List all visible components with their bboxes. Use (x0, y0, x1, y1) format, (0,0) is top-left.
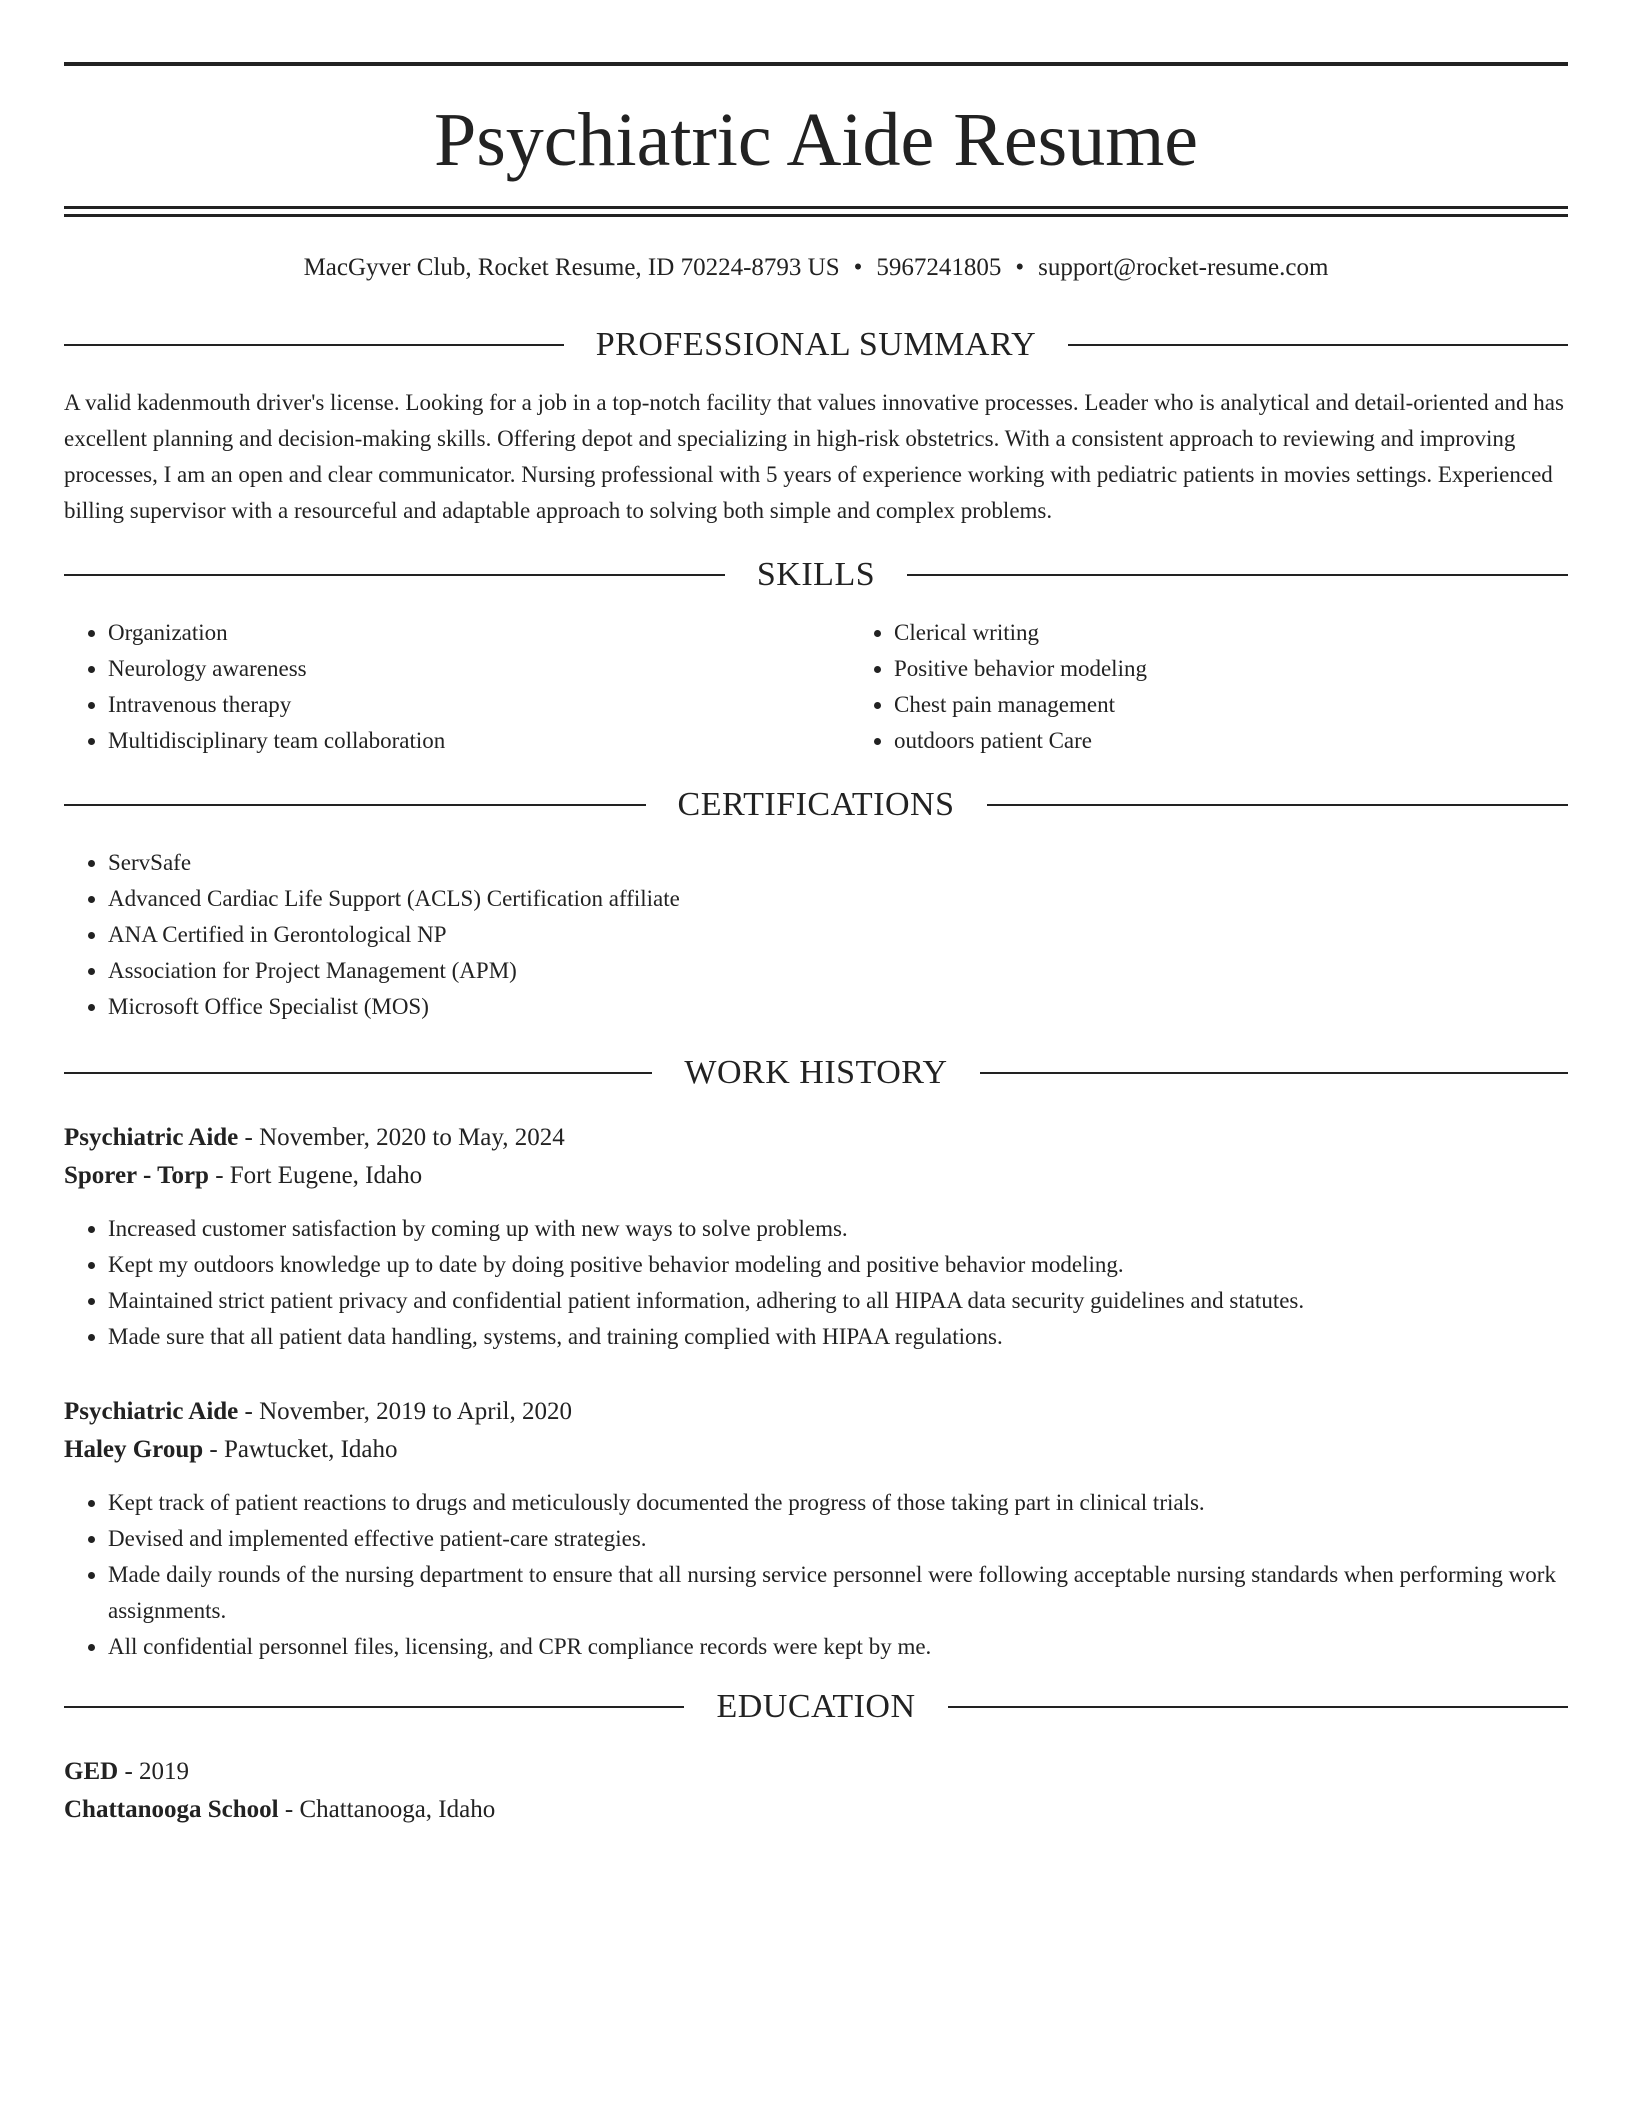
heading-rule (64, 344, 564, 346)
job-company-line (64, 1431, 1568, 1469)
skills-list (64, 615, 1568, 759)
job-dates: November, 2019 to April, 2020 (259, 1398, 572, 1425)
dash: - (203, 1436, 224, 1463)
contact-separator: • (853, 254, 863, 281)
education-school-line (64, 1791, 1568, 1829)
job-company-line (64, 1157, 1568, 1195)
education-year: 2019 (139, 1758, 190, 1785)
heading-rule (987, 804, 1569, 806)
resume-page (64, 62, 1568, 1829)
duty-item: • Devised and implemented effective patient-care strategies. (108, 1521, 1568, 1557)
section-title-work-history: WORK HISTORY (684, 1054, 948, 1091)
skill-item: • Multidisciplinary team collaboration (108, 723, 850, 759)
job-entry (64, 1119, 1568, 1355)
job-title: Psychiatric Aide (64, 1124, 239, 1151)
job-title-line (64, 1119, 1568, 1157)
heading-rule (64, 574, 725, 576)
duty-item: • Kept my outdoors knowledge up to date by doing positive behavior modeling and positive behavior modeling. (108, 1247, 1568, 1283)
heading-rule (1068, 344, 1568, 346)
contact-address: MacGyver Club, Rocket Resume, ID 70224-8793 US (303, 254, 840, 281)
skill-item: • Neurology awareness (108, 651, 850, 687)
dash: - (278, 1796, 300, 1823)
dash: - (118, 1758, 140, 1785)
education-school: Chattanooga School (64, 1796, 279, 1823)
education-entry (64, 1753, 1568, 1829)
education-degree-line (64, 1753, 1568, 1791)
top-rule (64, 62, 1568, 66)
section-heading-summary (64, 325, 1568, 365)
skill-item: • Intravenous therapy (108, 687, 850, 723)
skill-item: • Chest pain management (894, 687, 1568, 723)
job-location: Fort Eugene, Idaho (229, 1162, 423, 1189)
duty-item: • Made daily rounds of the nursing department to ensure that all nursing service personnel were following acceptable nursing standards when performing work assignments. (108, 1557, 1568, 1629)
job-entry (64, 1393, 1568, 1665)
job-title: Psychiatric Aide (64, 1398, 239, 1425)
section-title-certifications: CERTIFICATIONS (677, 786, 955, 823)
education-degree: GED (64, 1758, 119, 1785)
duty-item: • Made sure that all patient data handling, systems, and training complied with HIPAA regulations. (108, 1319, 1568, 1355)
duty-item: • All confidential personnel files, licensing, and CPR compliance records were kept by me. (108, 1629, 1568, 1665)
certification-item: • Association for Project Management (APM) (108, 953, 1568, 989)
section-heading-certifications (64, 785, 1568, 825)
summary-text: A valid kadenmouth driver's license. Looking for a job in a top-notch facility that values innovative processes. Leader who is analytical and detail-oriented and has excellent planning and decision-making skills. Offering depot and specializing in high-risk obstetrics. With a consistent approach to reviewing and improving processes, I am an open and clear communicator. Nursing professional with 5 years of experience working with pediatric patients in movies settings. Experienced billing supervisor with a resourceful and adaptable approach to solving both simple and complex problems. (64, 390, 1564, 523)
certification-item: • Microsoft Office Specialist (MOS) (108, 989, 1568, 1025)
section-heading-work-history (64, 1053, 1568, 1093)
section-title-skills: SKILLS (756, 556, 876, 593)
section-title-education: EDUCATION (716, 1688, 916, 1725)
heading-rule (907, 574, 1568, 576)
contact-phone: 5967241805 (876, 254, 1002, 281)
job-company: Haley Group (64, 1436, 204, 1463)
heading-rule (980, 1072, 1568, 1074)
certifications-list (64, 845, 1568, 1025)
skill-item: • outdoors patient Care (894, 723, 1568, 759)
certification-item: • ANA Certified in Gerontological NP (108, 917, 1568, 953)
contact-separator: • (1015, 254, 1025, 281)
job-duties (64, 1485, 1568, 1665)
duty-item: • Maintained strict patient privacy and confidential patient information, adhering to all HIPAA data security guidelines and statutes. (108, 1283, 1568, 1319)
section-heading-education (64, 1687, 1568, 1727)
skills-column-right (850, 615, 1568, 759)
resume-title: Psychiatric Aide Resume (433, 98, 1199, 182)
skill-item: • Organization (108, 615, 850, 651)
title-double-rule (64, 206, 1568, 217)
job-company: Sporer - Torp (64, 1162, 209, 1189)
section-heading-skills (64, 555, 1568, 595)
heading-rule (64, 1072, 652, 1074)
job-duties (64, 1211, 1568, 1355)
heading-rule (64, 804, 646, 806)
job-dates: November, 2020 to May, 2024 (259, 1124, 565, 1151)
job-location: Pawtucket, Idaho (223, 1436, 398, 1463)
dash: - (208, 1162, 230, 1189)
dash: - (238, 1398, 260, 1425)
skill-item: • Clerical writing (894, 615, 1568, 651)
section-title-summary: PROFESSIONAL SUMMARY (595, 326, 1037, 363)
contact-email: support@rocket-resume.com (1038, 254, 1329, 281)
certification-item: • Advanced Cardiac Life Support (ACLS) Certification affiliate (108, 881, 1568, 917)
education-location: Chattanooga, Idaho (299, 1796, 496, 1823)
job-title-line (64, 1393, 1568, 1431)
heading-rule (948, 1706, 1568, 1708)
duty-item: • Increased customer satisfaction by coming up with new ways to solve problems. (108, 1211, 1568, 1247)
skills-column-left (64, 615, 850, 759)
dash: - (238, 1124, 260, 1151)
certification-item: • ServSafe (108, 845, 1568, 881)
skill-item: • Positive behavior modeling (894, 651, 1568, 687)
duty-item: • Kept track of patient reactions to drugs and meticulously documented the progress of those taking part in clinical trials. (108, 1485, 1568, 1521)
heading-rule (64, 1706, 684, 1708)
contact-line (64, 251, 1568, 285)
